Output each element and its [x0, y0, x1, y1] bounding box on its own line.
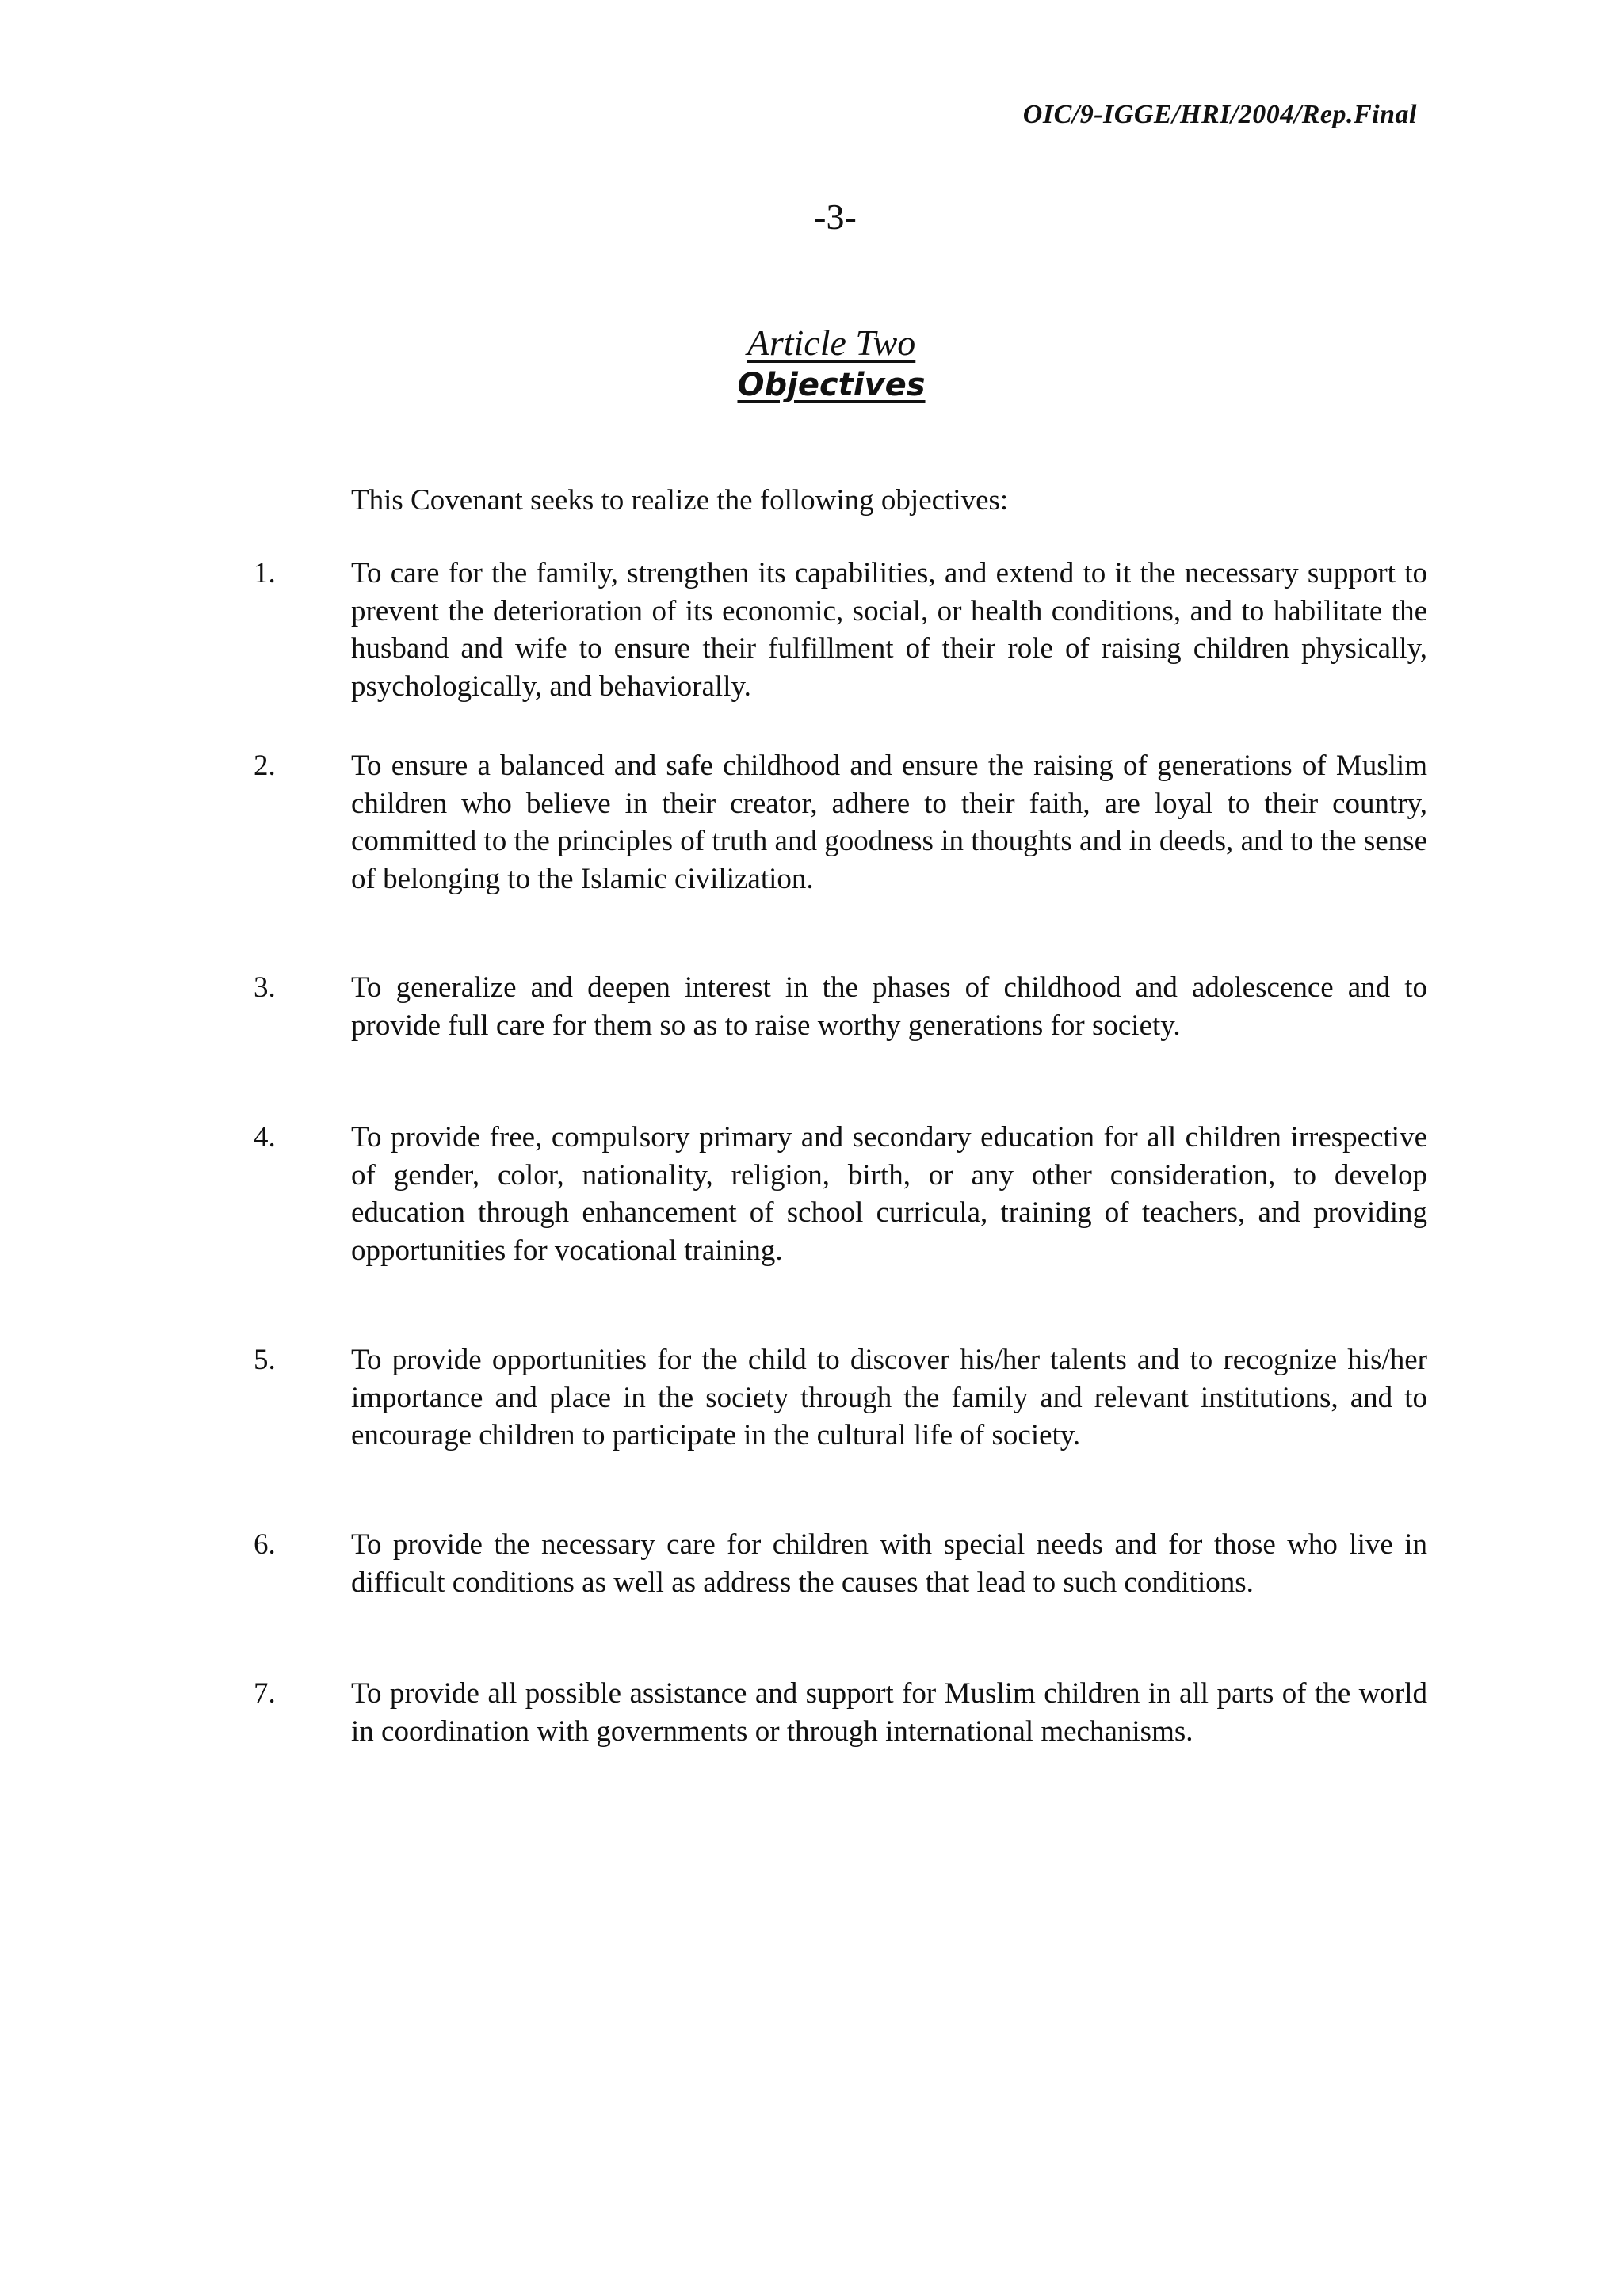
objective-number: 2.	[254, 749, 276, 782]
article-title: Article Two	[747, 322, 916, 363]
article-subtitle: Objectives	[737, 367, 926, 403]
objective-number: 6.	[254, 1528, 276, 1561]
objective-number: 1.	[254, 557, 276, 589]
objective-text: To care for the family, strengthen its capabilities, and extend to it the necessary support to prevent the deterioration of its economic, social, or health conditions, and to habilitate the husband and wife to ensure their fulfillment of their role of raising children physically, psychologically, and behaviorally.	[351, 557, 1427, 703]
objective-text: To provide all possible assistance and support for Muslim children in all parts of the world in coordination with governments or through international mechanisms.	[351, 1677, 1427, 1748]
objective-number: 7.	[254, 1677, 276, 1710]
objective-text: To provide free, compulsory primary and secondary education for all children irrespective of gender, color, nationality, religion, birth, or any other consideration, to develop education through enhancement of school curricula, training of teachers, and providing opportunities for vocational training.	[351, 1121, 1427, 1267]
objective-text: To provide opportunities for the child to discover his/her talents and to recognize his/her importance and place in the society through the family and relevant institutions, and to encourage children to participate in the cultural life of society.	[351, 1344, 1427, 1451]
page-number: -3-	[814, 196, 857, 237]
objective-text: To generalize and deepen interest in the phases of childhood and adolescence and to provide full care for them so as to raise worthy generations for society.	[351, 971, 1427, 1042]
document-reference: OIC/9-IGGE/HRI/2004/Rep.Final	[1022, 100, 1417, 129]
objective-text: To ensure a balanced and safe childhood and ensure the raising of generations of Muslim children who believe in their creator, adhere to their faith, are loyal to their country, committed to the principles of truth and goodness in thoughts and in deeds, and to the sense of belonging to the Islamic civilization.	[351, 749, 1427, 895]
objective-text: To provide the necessary care for children with special needs and for those who live in difficult conditions as well as address the causes that lead to such conditions.	[351, 1528, 1427, 1599]
objective-number: 4.	[254, 1121, 276, 1154]
intro-paragraph: This Covenant seeks to realize the following objectives:	[351, 484, 1009, 517]
objective-number: 5.	[254, 1344, 276, 1376]
objective-number: 3.	[254, 971, 276, 1004]
